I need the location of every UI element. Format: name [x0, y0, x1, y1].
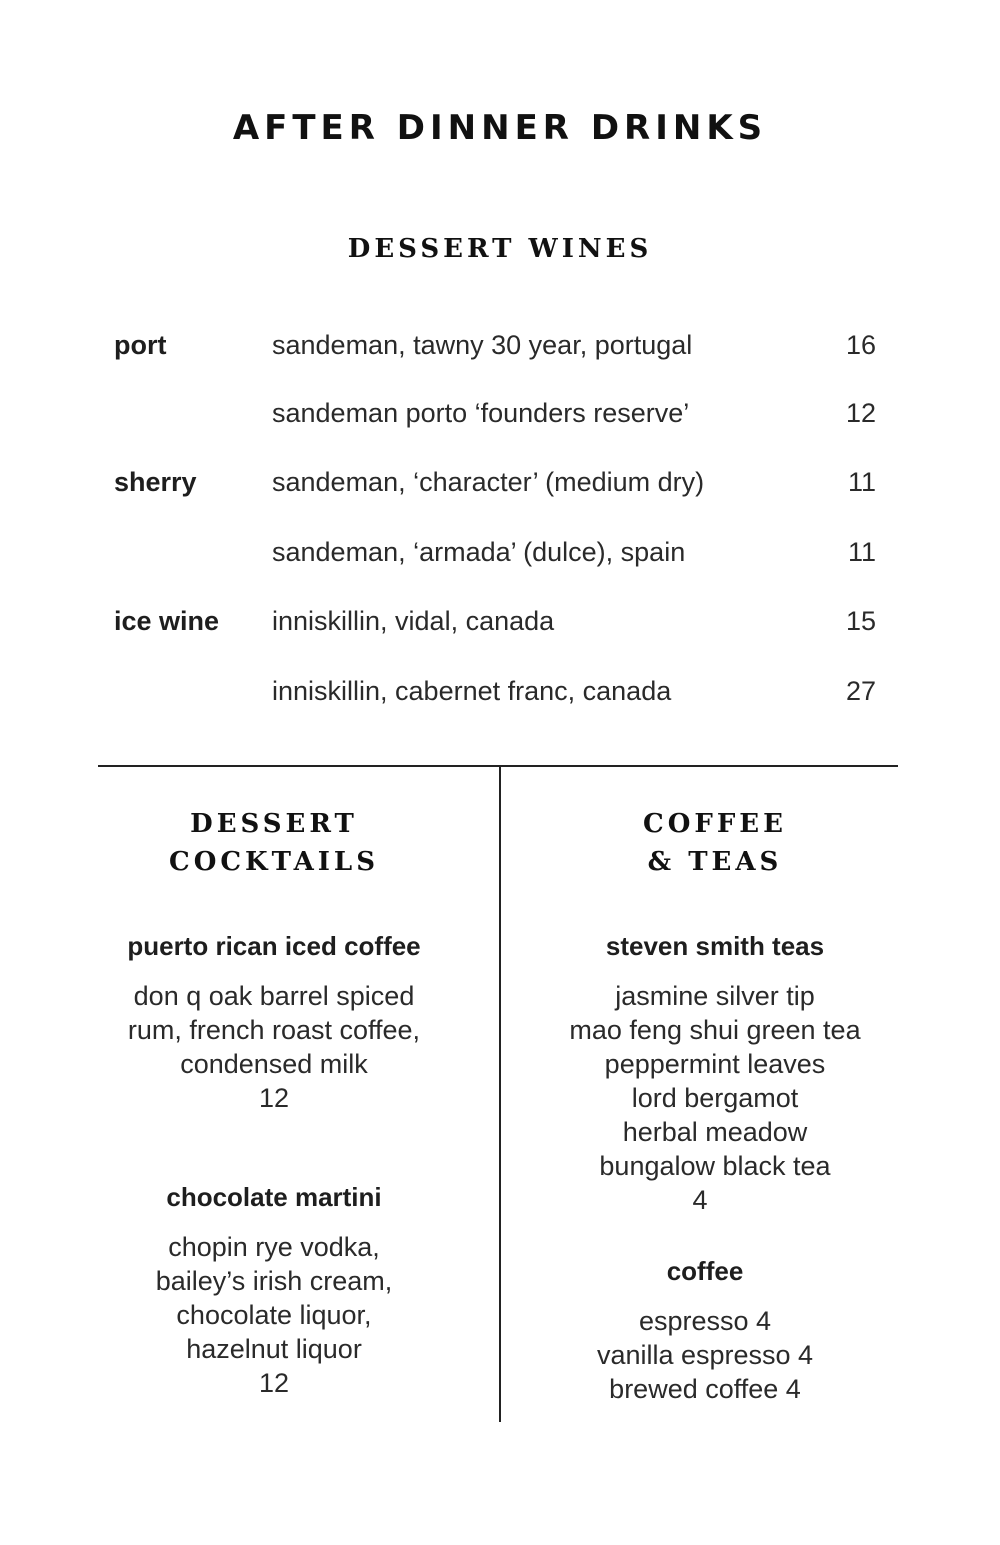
wine-row	[0, 330, 1000, 370]
heading-line: COCKTAILS	[169, 847, 379, 877]
wine-category: port	[114, 330, 167, 360]
wine-category: sherry	[114, 467, 197, 497]
cocktail-ingredient-line: bailey’s irish cream,	[155, 1266, 393, 1296]
tea-line: lord bergamot	[631, 1083, 799, 1113]
wine-row	[0, 676, 1000, 716]
wine-description: sandeman porto ‘founders reserve’	[272, 398, 690, 428]
heading-line: & TEAS	[647, 847, 783, 877]
coffee-line: brewed coffee 4	[609, 1374, 801, 1404]
wine-row	[0, 606, 1000, 646]
horizontal-divider	[98, 765, 898, 767]
wine-price: 15	[845, 606, 876, 636]
wine-description: sandeman, ‘character’ (medium dry)	[272, 467, 705, 497]
dessert-wines-heading: DESSERT WINES	[347, 234, 653, 264]
tea-line: peppermint leaves	[604, 1049, 826, 1079]
tea-line: jasmine silver tip	[615, 981, 815, 1011]
wine-description: inniskillin, cabernet franc, canada	[272, 676, 672, 706]
tea-line: herbal meadow	[622, 1117, 808, 1147]
cocktail-name: puerto rican iced coffee	[127, 931, 421, 961]
wine-category: ice wine	[114, 606, 220, 636]
wine-description: sandeman, tawny 30 year, portugal	[272, 330, 693, 360]
teas-group	[520, 929, 910, 1217]
coffee-group	[510, 1254, 900, 1406]
dessert-cocktails-heading	[84, 805, 464, 881]
cocktail-item	[84, 929, 464, 1115]
tea-line: bungalow black tea	[599, 1151, 831, 1181]
cocktail-ingredient-line: chocolate liquor,	[176, 1300, 372, 1330]
coffee-line: vanilla espresso 4	[596, 1340, 814, 1370]
cocktail-ingredient-line: hazelnut liquor	[186, 1334, 362, 1364]
wine-row	[0, 398, 1000, 438]
cocktail-ingredient-line: don q oak barrel spiced	[133, 981, 415, 1011]
tea-line: mao feng shui green tea	[569, 1015, 861, 1045]
cocktail-ingredient-line: chopin rye vodka,	[168, 1232, 380, 1262]
wine-row	[0, 467, 1000, 507]
wine-price: 11	[847, 537, 876, 567]
wine-price: 12	[845, 398, 876, 428]
cocktail-price: 12	[258, 1083, 290, 1113]
coffee-teas-heading	[520, 805, 910, 881]
cocktail-ingredient-line: rum, french roast coffee,	[127, 1015, 421, 1045]
cocktail-price: 12	[258, 1368, 290, 1398]
coffee-name: coffee	[666, 1256, 744, 1286]
coffee-line: espresso 4	[638, 1306, 772, 1336]
cocktail-item	[84, 1180, 464, 1400]
wine-price: 11	[847, 467, 876, 497]
cocktail-name: chocolate martini	[166, 1182, 382, 1212]
teas-name: steven smith teas	[605, 931, 825, 961]
tea-price: 4	[692, 1185, 708, 1215]
wine-description: inniskillin, vidal, canada	[272, 606, 555, 636]
menu-title: AFTER DINNER DRINKS	[232, 108, 768, 148]
wine-row	[0, 537, 1000, 577]
cocktail-ingredient-line: condensed milk	[180, 1049, 368, 1079]
heading-line: COFFEE	[643, 809, 787, 839]
heading-line: DESSERT	[190, 809, 358, 839]
wine-price: 27	[845, 676, 876, 706]
vertical-divider	[499, 766, 501, 1422]
wine-price: 16	[845, 330, 876, 360]
wine-description: sandeman, ‘armada’ (dulce), spain	[272, 537, 686, 567]
